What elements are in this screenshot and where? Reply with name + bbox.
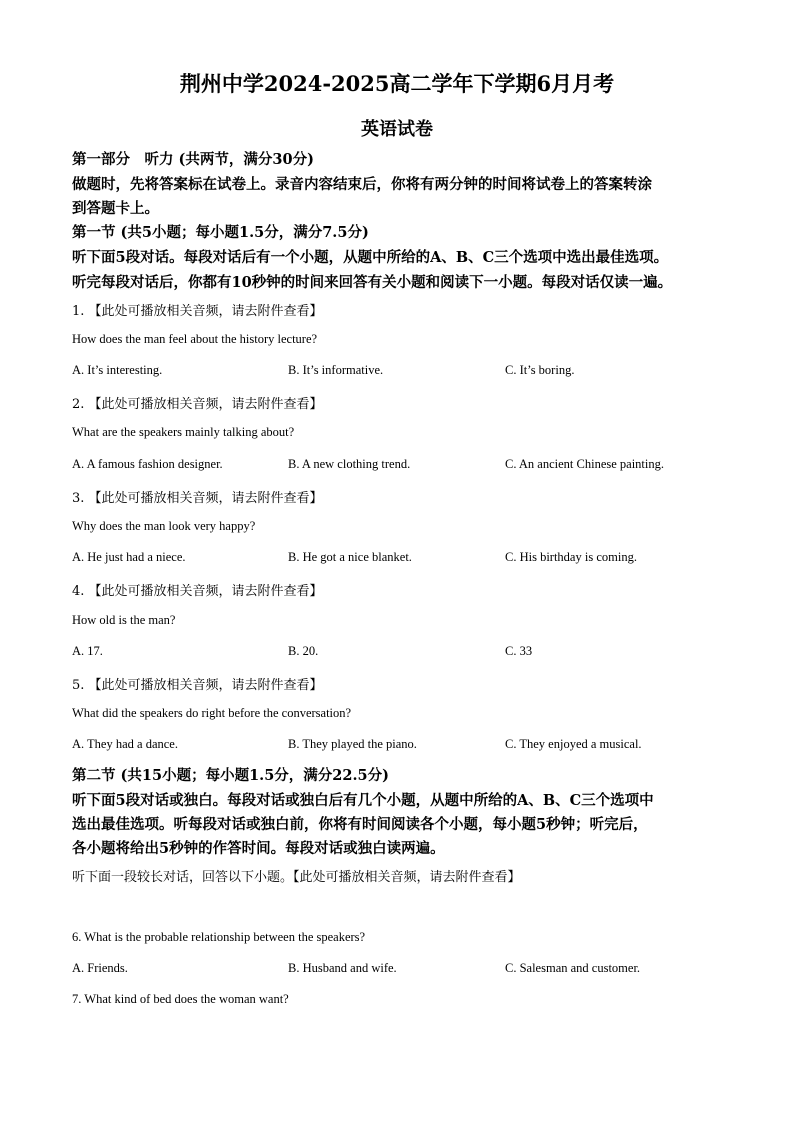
audio-placeholder: 1. 【此处可播放相关音频，请去附件查看】 bbox=[72, 304, 323, 319]
section1-instruction-line: 听下面5段对话。每段对话后有一个小题，从题中所给的A、B、C三个选项中选出最佳选项。 bbox=[72, 249, 669, 266]
question-text: 6. What is the probable relationship between the speakers? bbox=[72, 930, 366, 944]
option-c: C. His birthday is coming. bbox=[505, 550, 637, 564]
option-b: B. 20. bbox=[288, 644, 319, 658]
option-b: B. A new clothing trend. bbox=[288, 457, 411, 471]
option-a: A. They had a dance. bbox=[72, 737, 178, 751]
section2-heading: 第二节 (共15小题；每小题1.5分，满分22.5分) bbox=[72, 767, 389, 784]
part1-heading: 第一部分 听力 (共两节，满分30分) bbox=[72, 151, 314, 168]
section2-instruction-line: 选出最佳选项。听每段对话或独白前，你将有时间阅读各个小题，每小题5秒钟；听完后， bbox=[72, 816, 648, 833]
question-text: What did the speakers do right before the conversation? bbox=[72, 706, 352, 720]
part1-instruction-line: 做题时，先将答案标在试卷上。录音内容结束后，你将有两分钟的时间将试卷上的答案转涂 bbox=[72, 176, 652, 193]
option-b: B. He got a nice blanket. bbox=[288, 550, 412, 564]
option-c: C. Salesman and customer. bbox=[505, 961, 641, 975]
audio-placeholder: 2. 【此处可播放相关音频，请去附件查看】 bbox=[72, 397, 323, 412]
exam-title: 荆州中学2024-2025高二学年下学期6月月考 bbox=[179, 71, 615, 96]
exam-subtitle: 英语试卷 bbox=[361, 119, 433, 140]
question-text: What are the speakers mainly talking about? bbox=[72, 425, 295, 439]
option-a: A. He just had a niece. bbox=[72, 550, 186, 564]
audio-placeholder: 5. 【此处可播放相关音频，请去附件查看】 bbox=[72, 678, 323, 693]
option-a: A. 17. bbox=[72, 644, 103, 658]
part1-instruction-line: 到答题卡上。 bbox=[72, 200, 159, 217]
option-c: C. They enjoyed a musical. bbox=[505, 737, 642, 751]
option-a: A. It’s interesting. bbox=[72, 363, 163, 377]
option-a: A. Friends. bbox=[72, 961, 128, 975]
option-b: B. It’s informative. bbox=[288, 363, 384, 377]
option-c: C. 33 bbox=[505, 644, 533, 658]
option-b: B. Husband and wife. bbox=[288, 961, 397, 975]
question-text: How old is the man? bbox=[72, 613, 176, 627]
option-c: C. An ancient Chinese painting. bbox=[505, 457, 665, 471]
audio-placeholder: 3. 【此处可播放相关音频，请去附件查看】 bbox=[72, 491, 323, 506]
question-text: Why does the man look very happy? bbox=[72, 519, 256, 533]
option-c: C. It’s boring. bbox=[505, 363, 575, 377]
audio-placeholder: 4. 【此处可播放相关音频，请去附件查看】 bbox=[72, 584, 323, 599]
option-a: A. A famous fashion designer. bbox=[72, 457, 223, 471]
section1-instruction-line: 听完每段对话后，你都有10秒钟的时间来回答有关小题和阅读下一小题。每段对话仅读一遍。 bbox=[72, 274, 673, 291]
section1-heading: 第一节 (共5小题；每小题1.5分，满分7.5分) bbox=[72, 224, 369, 241]
section2-instruction-line: 听下面5段对话或独白。每段对话或独白后有几个小题，从题中所给的A、B、C三个选项中 bbox=[72, 792, 654, 809]
question-text: 7. What kind of bed does the woman want? bbox=[72, 992, 289, 1006]
section2-instruction-line: 各小题将给出5秒钟的作答时间。每段对话或独白读两遍。 bbox=[72, 840, 445, 857]
option-b: B. They played the piano. bbox=[288, 737, 417, 751]
question-text: How does the man feel about the history lecture? bbox=[72, 332, 318, 346]
audio-note: 听下面一段较长对话，回答以下小题。【此处可播放相关音频，请去附件查看】 bbox=[72, 870, 521, 885]
